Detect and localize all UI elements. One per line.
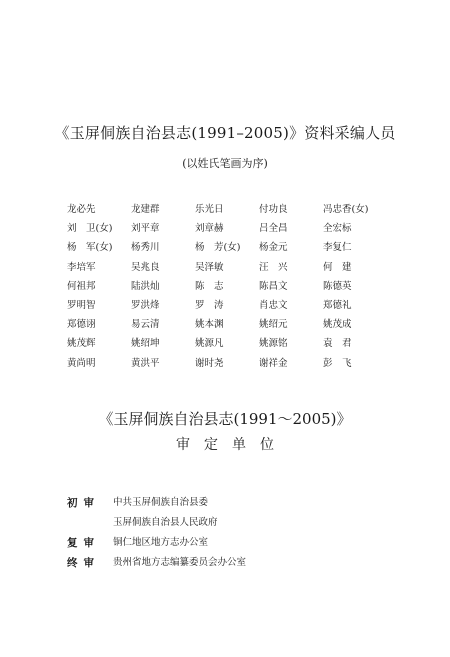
staff-name: 谢祥金 — [259, 357, 288, 369]
page-title: 《玉屏侗族自治县志(1991–2005)》资料采编人员 — [54, 124, 396, 142]
staff-name: 汪 兴 — [259, 261, 288, 273]
staff-name: 姚茂成 — [323, 319, 352, 331]
review-organization: 玉屏侗族自治县人民政府 — [113, 517, 218, 528]
staff-name: 吕全昌 — [259, 223, 288, 235]
staff-name: 刘 卫(女) — [67, 223, 113, 235]
staff-name: 乐光日 — [195, 204, 224, 215]
staff-name: 何 建 — [323, 261, 352, 273]
review-stage-label: 初审 — [67, 497, 100, 509]
review-stage-label: 复审 — [67, 537, 100, 549]
review-row — [67, 533, 246, 553]
staff-name: 姚绍坤 — [131, 338, 160, 350]
staff-name: 冯忠香(女) — [323, 204, 369, 215]
staff-name: 吴兆良 — [131, 261, 160, 273]
staff-name: 肖忠文 — [259, 299, 288, 311]
review-row — [67, 493, 246, 513]
staff-name: 姚本渊 — [195, 319, 224, 331]
staff-name: 黄尚明 — [67, 357, 96, 369]
staff-name: 姚源凡 — [195, 338, 224, 350]
staff-name: 吴泽敏 — [195, 261, 224, 273]
staff-name: 付功良 — [259, 204, 288, 215]
staff-name: 姚茂辉 — [67, 338, 96, 350]
staff-name: 全宏标 — [323, 223, 352, 235]
staff-name: 何祖邦 — [67, 280, 96, 292]
review-organization: 中共玉屏侗族自治县委 — [113, 497, 209, 508]
staff-name: 罗洪烽 — [131, 299, 160, 311]
review-organization: 贵州省地方志编纂委员会办公室 — [113, 557, 247, 568]
staff-name: 黄洪平 — [131, 357, 160, 369]
staff-name: 杨 军(女) — [67, 242, 113, 254]
section-subtitle: 审定单位 — [176, 437, 288, 453]
staff-name: 袁 君 — [323, 338, 352, 350]
review-row — [67, 553, 246, 573]
staff-name: 龙必先 — [67, 204, 96, 215]
review-stage-label: 终审 — [67, 557, 100, 569]
staff-name: 杨 芳(女) — [195, 242, 241, 254]
review-row — [67, 513, 246, 533]
staff-name: 罗 涛 — [195, 299, 224, 311]
staff-name: 刘平章 — [131, 223, 160, 235]
staff-name: 李复仁 — [323, 242, 352, 254]
staff-name: 罗明智 — [67, 299, 96, 311]
staff-name: 陈德英 — [323, 280, 352, 292]
staff-name: 刘章赫 — [195, 223, 224, 235]
section-title: 《玉屏侗族自治县志(1991～2005)》 — [98, 410, 352, 428]
staff-name: 杨金元 — [259, 242, 288, 254]
staff-name: 杨秀川 — [131, 242, 160, 254]
staff-name: 易云清 — [131, 319, 160, 331]
review-organization: 铜仁地区地方志办公室 — [113, 537, 209, 548]
staff-name: 陆洪灿 — [131, 280, 160, 292]
staff-name: 李培军 — [67, 261, 96, 273]
staff-name-grid — [67, 200, 387, 373]
review-stage-label — [67, 513, 113, 533]
staff-name: 彭 飞 — [323, 357, 352, 369]
staff-name: 郑德礼 — [323, 299, 352, 311]
staff-name: 陈 志 — [195, 280, 224, 292]
staff-name: 陈昌文 — [259, 280, 288, 292]
page-subtitle: (以姓氏笔画为序) — [182, 157, 268, 170]
staff-name: 姚源铭 — [259, 338, 288, 350]
staff-name: 姚绍元 — [259, 319, 288, 331]
staff-name: 谢时尧 — [195, 357, 224, 369]
staff-name: 郑德诩 — [67, 319, 96, 331]
review-list — [67, 493, 246, 573]
staff-name: 龙建群 — [131, 204, 160, 215]
